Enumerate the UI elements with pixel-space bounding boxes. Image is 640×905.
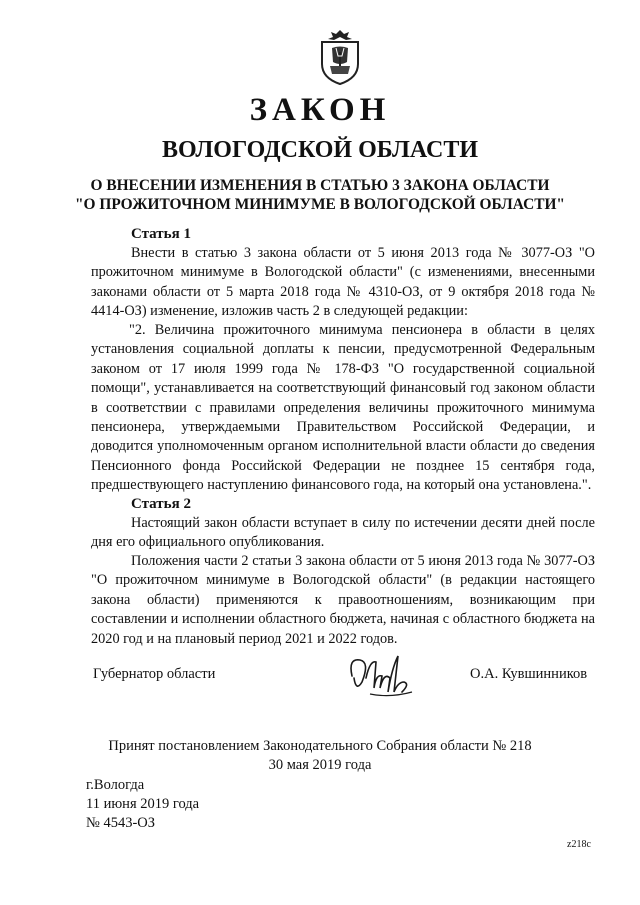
- city: г.Вологда: [86, 777, 145, 793]
- law-number: № 4543-ОЗ: [86, 815, 156, 831]
- article-2-para-1: Настоящий закон области вступает в силу по истечении десяти дней после дня его официального опубликования.: [91, 515, 595, 551]
- region-title: ВОЛОГОДСКОЙ ОБЛАСТИ: [161, 137, 479, 163]
- subject-line-1: О ВНЕСЕНИИ ИЗМЕНЕНИЯ В СТАТЬЮ 3 ЗАКОНА ОБЛАСТИ: [90, 177, 550, 194]
- signing-date: 11 июня 2019 года: [86, 796, 200, 812]
- signatory-name: О.А. Кувшинников: [470, 666, 588, 682]
- article-1-intro: Внести в статью 3 закона области от 5 июня 2013 года № 3077-ОЗ "О прожиточном минимуме в Вологодской области" (с изменениями, внесенными законами области от 5 марта 2018 года № 4310-ОЗ, от 9 октября 2018 года № 4414-ОЗ) изменение, изложив часть 2 в следующей редакции:: [91, 245, 595, 320]
- document-code: z218c: [567, 839, 591, 850]
- subject-line-2: "О ПРОЖИТОЧНОМ МИНИМУМЕ В ВОЛОГОДСКОЙ ОБЛАСТИ": [75, 196, 565, 213]
- article-2-heading: Статья 2: [131, 496, 191, 512]
- adoption-line-1: Принят постановлением Законодательного Собрания области № 218: [108, 738, 532, 754]
- law-subject: [60, 176, 580, 214]
- coat-of-arms-icon: [318, 28, 362, 86]
- place-and-date: [86, 776, 199, 833]
- signatory-position: Губернатор области: [93, 666, 216, 682]
- law-title: ЗАКОН: [249, 92, 391, 128]
- article-1-heading: Статья 1: [131, 226, 191, 242]
- article-1-quote: "2. Величина прожиточного минимума пенсионера в области в целях установления социальной доплаты к пенсии, предусмотренной Федеральным законом от 17 июля 1999 года № 178-ФЗ "О государственной социальной помощи", устанавливается на соответствующий финансовый год законом области в соответствии с правилами определения величины прожиточного минимума пенсионера, утверждаемыми Правительством Российской Федерации, и доводится уполномоченным органом исполнительной власти области до сведения Пенсионного фонда Российской Федерации не позднее 15 сентября года, предшествующего наступлению финансового года, на который она установлена.".: [91, 322, 595, 494]
- handwritten-signature-icon: [340, 648, 450, 700]
- article-2-para-2: Положения части 2 статьи 3 закона области от 5 июня 2013 года № 3077-ОЗ "О прожиточном минимуме в Вологодской области" (в редакции настоящего закона области) применяются к правоотношениям, возникающим при составлении и исполнении областного бюджета, начиная с областного бюджета на 2020 год и на плановый период 2021 и 2022 годов.: [91, 553, 595, 647]
- adoption-info: [0, 737, 640, 775]
- adoption-line-2: 30 мая 2019 года: [268, 757, 372, 773]
